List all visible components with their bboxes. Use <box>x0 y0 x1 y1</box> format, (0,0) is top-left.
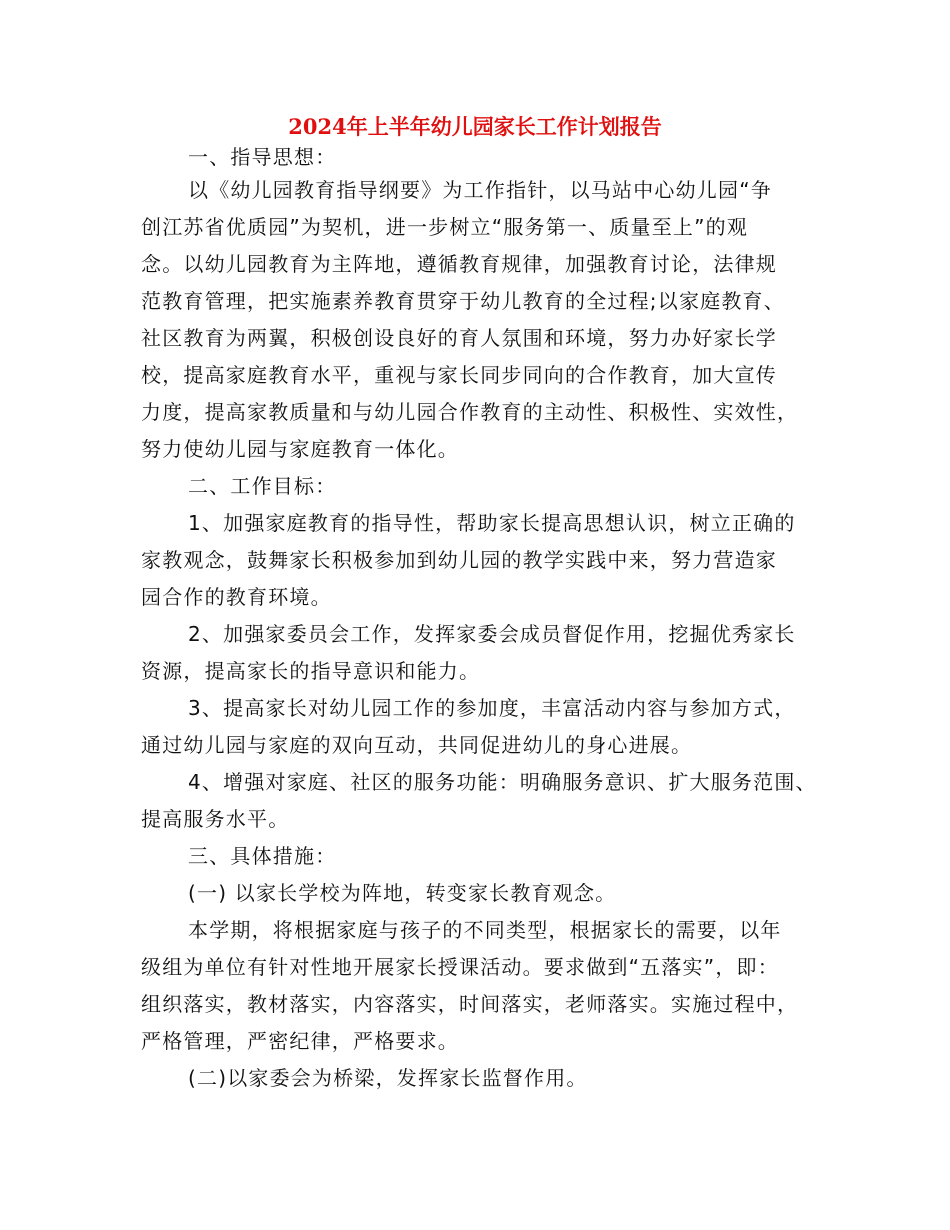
paragraph-line: 3、提高家长对幼儿园工作的参加度，丰富活动内容与参加方式， <box>188 696 796 720</box>
section-heading-work-goals: 二、工作目标： <box>188 474 337 498</box>
paragraph-line: 念。以幼儿园教育为主阵地，遵循教育规律，加强教育讨论，法律规 <box>141 252 777 276</box>
paragraph-line: 组织落实，教材落实，内容落实，时间落实，老师落实。实施过程中， <box>141 992 799 1016</box>
paragraph-line: 级组为单位有针对性地开展家长授课活动。要求做到“五落实”，即： <box>141 955 779 979</box>
document-title: 2024年上半年幼儿园家长工作计划报告 <box>288 114 662 139</box>
paragraph-line: 创江苏省优质园”为契机，进一步树立“服务第一、质量至上”的观 <box>141 215 749 239</box>
paragraph-line: 资源，提高家长的指导意识和能力。 <box>141 659 481 683</box>
paragraph-line: 严格管理，严密纪律，严格要求。 <box>141 1029 459 1053</box>
paragraph-line: 4、增强对家庭、社区的服务功能：明确服务意识、扩大服务范围、 <box>188 770 817 794</box>
section-heading-guiding-ideology: 一、指导思想： <box>188 145 337 169</box>
paragraph-line: 努力使幼儿园与家庭教育一体化。 <box>141 437 459 461</box>
paragraph-line: 家教观念，鼓舞家长积极参加到幼儿园的教学实践中来，努力营造家 <box>141 548 777 572</box>
paragraph-line: 校，提高家庭教育水平，重视与家长同步同向的合作教育，加大宣传 <box>141 363 777 387</box>
paragraph-line: 通过幼儿园与家庭的双向互动，共同促进幼儿的身心进展。 <box>141 733 693 757</box>
paragraph-line: 园合作的教育环境。 <box>141 585 332 609</box>
paragraph-line: 1、加强家庭教育的指导性，帮助家长提高思想认识，树立正确的 <box>188 511 796 535</box>
paragraph-line: 社区教育为两翼，积极创设良好的育人氛围和环境，努力办好家长学 <box>141 326 777 350</box>
paragraph-line: 以《幼儿园教育指导纲要》为工作指针，以马站中心幼儿园“争 <box>188 178 772 202</box>
subsection-heading: (一) 以家长学校为阵地，转变家长教育观念。 <box>188 881 617 905</box>
paragraph-line: 范教育管理，把实施素养教育贯穿于幼儿教育的全过程;以家庭教育、 <box>141 289 785 313</box>
paragraph-line: 力度，提高家教质量和与幼儿园合作教育的主动性、积极性、实效性， <box>141 400 799 424</box>
paragraph-line: 2、加强家委员会工作，发挥家委会成员督促作用，挖掘优秀家长 <box>188 622 796 646</box>
paragraph-line: 本学期，将根据家庭与孩子的不同类型，根据家长的需要，以年 <box>188 918 782 942</box>
paragraph-line: 提高服务水平。 <box>141 807 290 831</box>
subsection-heading: (二)以家委会为桥梁，发挥家长监督作用。 <box>188 1066 588 1090</box>
section-heading-specific-measures: 三、具体措施： <box>188 844 337 868</box>
